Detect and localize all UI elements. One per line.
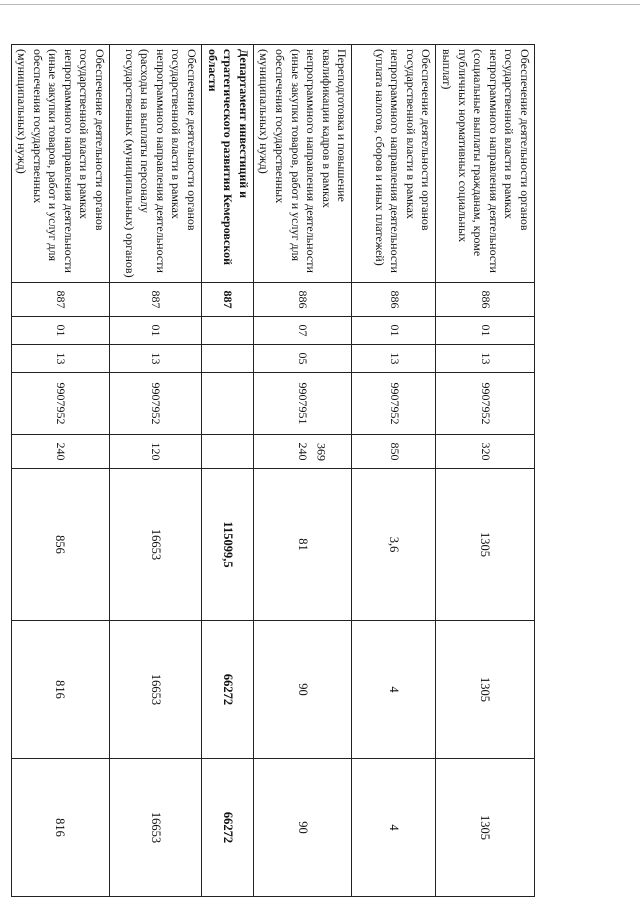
cell-name: Обеспечение деятельности органов государственной власти в рамках непрограммного направления деятельности (социальные выплаты гражданам, кроме публичных нормативных социальных выплат) bbox=[436, 45, 535, 283]
cell-amount-1: 16653 bbox=[110, 469, 202, 621]
cell-vr: 850 bbox=[352, 435, 436, 469]
cell-rz: 01 bbox=[110, 317, 202, 345]
cell-pr bbox=[202, 345, 254, 373]
table-row bbox=[436, 45, 535, 897]
cell-rz: 01 bbox=[436, 317, 535, 345]
table-row bbox=[202, 45, 254, 897]
cell-ved: 887 bbox=[110, 283, 202, 317]
top-rule bbox=[0, 4, 640, 5]
table-body bbox=[11, 45, 534, 897]
cell-ved: 887 bbox=[11, 283, 110, 317]
cell-name: Департамент инвестиций и стратегического развития Кемеровской области bbox=[202, 45, 254, 283]
table-row bbox=[110, 45, 202, 897]
cell-amount-2: 816 bbox=[11, 621, 110, 759]
cell-amount-3: 4 bbox=[352, 759, 436, 897]
cell-pr: 13 bbox=[436, 345, 535, 373]
cell-pr: 05 bbox=[253, 345, 352, 373]
cell-csr: 9907952 bbox=[436, 373, 535, 435]
cell-rz: 01 bbox=[352, 317, 436, 345]
cell-ved: 886 bbox=[436, 283, 535, 317]
cell-amount-1: 115099,5 bbox=[202, 469, 254, 621]
cell-name: Переподготовка и повышение квалификации кадров в рамках непрограммного направления деятельности (иные закупки товаров, работ и услуг для обеспечения государственных (муниципальных) нужд) bbox=[253, 45, 352, 283]
cell-amount-3: 66272 bbox=[202, 759, 254, 897]
cell-name: Обеспечение деятельности органов государственной власти в рамках непрограммного направления деятельности (расходы на выплаты персоналу государственных (муниципальных) органов) bbox=[110, 45, 202, 283]
cell-amount-2: 1305 bbox=[436, 621, 535, 759]
cell-amount-2: 16653 bbox=[110, 621, 202, 759]
page-number: 369 bbox=[314, 443, 329, 461]
cell-amount-3: 16653 bbox=[110, 759, 202, 897]
table-row bbox=[11, 45, 110, 897]
cell-csr bbox=[202, 373, 254, 435]
budget-table bbox=[11, 44, 535, 897]
cell-vr bbox=[202, 435, 254, 469]
cell-amount-1: 1305 bbox=[436, 469, 535, 621]
cell-pr: 13 bbox=[110, 345, 202, 373]
cell-csr: 9907952 bbox=[11, 373, 110, 435]
cell-csr: 9907951 bbox=[253, 373, 352, 435]
cell-vr: 240 bbox=[11, 435, 110, 469]
cell-amount-3: 1305 bbox=[436, 759, 535, 897]
cell-pr: 13 bbox=[352, 345, 436, 373]
cell-amount-1: 81 bbox=[253, 469, 352, 621]
cell-vr: 320 bbox=[436, 435, 535, 469]
cell-name: Обеспечение деятельности органов государственной власти в рамках непрограммного направления деятельности (уплата налогов, сборов и иных платежей) bbox=[352, 45, 436, 283]
cell-amount-2: 90 bbox=[253, 621, 352, 759]
cell-pr: 13 bbox=[11, 345, 110, 373]
cell-ved: 887 bbox=[202, 283, 254, 317]
table-row bbox=[253, 45, 352, 897]
cell-amount-1: 856 bbox=[11, 469, 110, 621]
cell-vr: 240 bbox=[253, 435, 352, 469]
cell-amount-2: 4 bbox=[352, 621, 436, 759]
table-row bbox=[352, 45, 436, 897]
rotated-page-content bbox=[15, 44, 535, 896]
cell-csr: 9907952 bbox=[110, 373, 202, 435]
cell-rz: 07 bbox=[253, 317, 352, 345]
cell-rz bbox=[202, 317, 254, 345]
cell-csr: 9907952 bbox=[352, 373, 436, 435]
cell-ved: 886 bbox=[253, 283, 352, 317]
cell-amount-3: 816 bbox=[11, 759, 110, 897]
cell-amount-3: 90 bbox=[253, 759, 352, 897]
cell-ved: 886 bbox=[352, 283, 436, 317]
cell-vr: 120 bbox=[110, 435, 202, 469]
cell-name: Обеспечение деятельности органов государственной власти в рамках непрограммного направления деятельности (иные закупки товаров, работ и услуг для обеспечения государственных (муниципальных) нужд) bbox=[11, 45, 110, 283]
cell-amount-2: 66272 bbox=[202, 621, 254, 759]
cell-rz: 01 bbox=[11, 317, 110, 345]
cell-amount-1: 3,6 bbox=[352, 469, 436, 621]
